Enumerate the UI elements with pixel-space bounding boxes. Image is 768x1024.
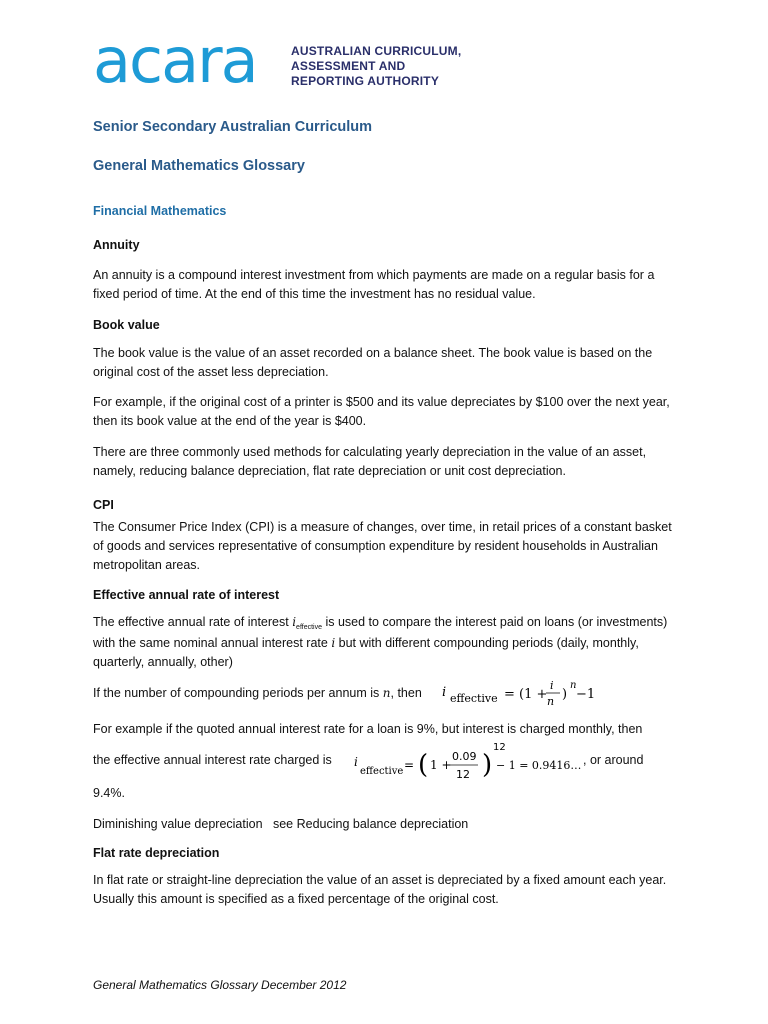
text-run: is used to compare the interest paid on loans (or investments) with the same nominal annual interest rate bbox=[93, 615, 668, 650]
effective-rate-example-suffix: , or around bbox=[583, 753, 644, 767]
formula-effective-rate bbox=[440, 676, 620, 710]
formula-open-paren: ( bbox=[418, 750, 429, 780]
formula-denominator: 12 bbox=[456, 768, 470, 781]
text-run: If the number of compounding periods per annum is bbox=[93, 686, 383, 700]
math-variable: i bbox=[331, 636, 336, 650]
math-variable: n bbox=[382, 686, 391, 700]
formula-exponent: 12 bbox=[493, 742, 506, 753]
book-value-example: For example, if the original cost of a printer is $500 and its value depreciates by $100 over the next year, then its book value at the end of the year is $400. bbox=[93, 395, 670, 428]
term-annuity: Annuity bbox=[93, 238, 140, 252]
formula-lhs: i bbox=[442, 685, 447, 700]
book-value-methods: There are three commonly used methods for calculating yearly depreciation in the value of an asset, namely, reducing balance depreciation, flat rate depreciation or unit cost depreciation. bbox=[93, 445, 647, 478]
formula-denominator: n bbox=[547, 695, 555, 708]
math-variable: i bbox=[292, 615, 297, 629]
formula-rhs: = (1 + bbox=[504, 687, 548, 702]
formula-subscript: effective bbox=[450, 692, 498, 705]
formula-numerator: i bbox=[550, 679, 554, 692]
effective-rate-example-intro: For example if the quoted annual interest rate for a loan is 9%, but interest is charged monthly, then bbox=[93, 722, 643, 736]
book-value-definition: The book value is the value of an asset recorded on a balance sheet. The book value is based on the original cost of the asset less depreciation. bbox=[93, 346, 653, 379]
formula-exponent: n bbox=[570, 680, 577, 691]
formula-tail: −1 bbox=[576, 687, 596, 702]
term-effective-rate: Effective annual rate of interest bbox=[93, 588, 280, 602]
logo-wordmark: acara bbox=[93, 24, 257, 97]
text-run: the effective annual interest rate charged is bbox=[93, 753, 332, 767]
cpi-definition: The Consumer Price Index (CPI) is a measure of changes, over time, in retail prices of a constant basket of goods and services representative of consumption expenditure by resident households in Australian metropolitan areas. bbox=[93, 520, 672, 572]
term-cpi: CPI bbox=[93, 498, 114, 512]
flat-rate-definition: In flat rate or straight-line depreciation the value of an asset is depreciated by a fixed amount each year. Usually this amount is specified as a fixed percentage of the original cost. bbox=[93, 873, 667, 906]
text-run: The effective annual rate of interest bbox=[93, 615, 293, 629]
text-run: , then bbox=[390, 686, 422, 700]
math-subscript: effective bbox=[296, 624, 322, 631]
formula-close-paren: ) bbox=[482, 750, 493, 780]
text-run: but with different compounding periods (daily, monthly, quarterly, annually, other) bbox=[93, 636, 639, 669]
formula-close-paren: ) bbox=[562, 687, 568, 702]
section-heading: Financial Mathematics bbox=[93, 204, 227, 218]
formula-effective-rate-example bbox=[354, 738, 584, 784]
formula-equals: = bbox=[404, 758, 415, 772]
term-diminishing-value: Diminishing value depreciation bbox=[93, 817, 263, 831]
formula-numerator: 0.09 bbox=[452, 750, 477, 763]
formula-one-plus: 1 + bbox=[430, 758, 452, 772]
annuity-definition: An annuity is a compound interest investment from which payments are made on a regular basis for a fixed period of time. At the end of this time the investment has no residual value. bbox=[93, 268, 655, 301]
diminishing-value-entry bbox=[93, 815, 683, 834]
effective-rate-definition bbox=[93, 613, 683, 672]
formula-subscript: effective bbox=[360, 766, 404, 777]
effective-rate-example-result: 9.4%. bbox=[93, 786, 125, 800]
formula-lhs: i bbox=[354, 755, 358, 769]
page-footer: General Mathematics Glossary December 2012 bbox=[93, 978, 347, 992]
document-title: Senior Secondary Australian Curriculum bbox=[93, 119, 373, 135]
see-reference: see Reducing balance depreciation bbox=[272, 817, 469, 831]
term-book-value: Book value bbox=[93, 318, 160, 332]
logo-org-name: AUSTRALIAN CURRICULUM, ASSESSMENT AND REPORTING AUTHORITY bbox=[291, 44, 462, 88]
term-flat-rate: Flat rate depreciation bbox=[93, 846, 220, 860]
formula-tail: − 1 = 0.9416… bbox=[496, 759, 582, 772]
document-subtitle: General Mathematics Glossary bbox=[93, 158, 305, 174]
